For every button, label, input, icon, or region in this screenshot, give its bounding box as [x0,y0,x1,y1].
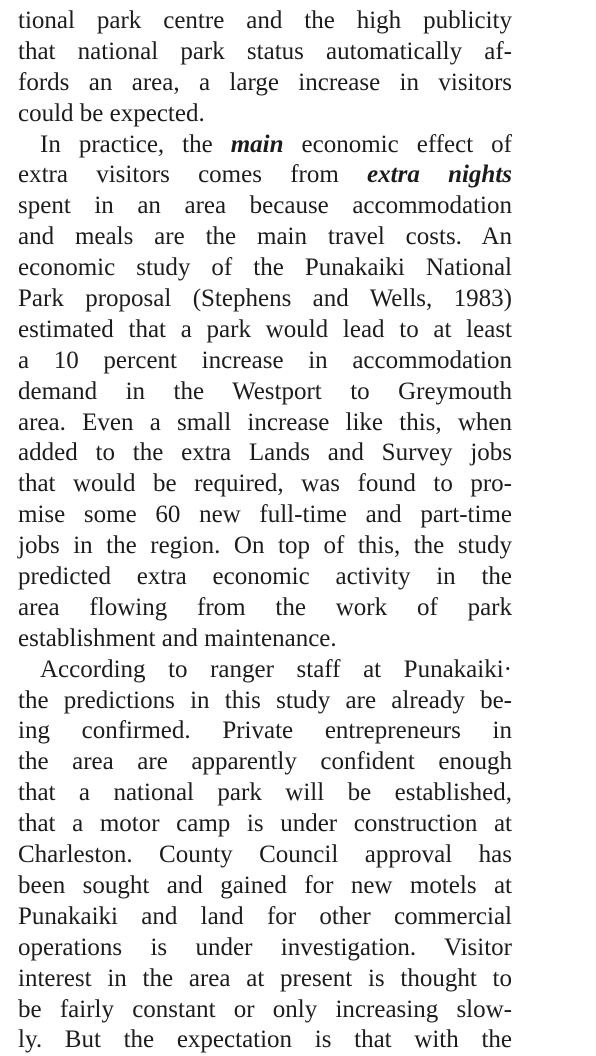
text-line: tional park centre and the high publicity [18,7,512,34]
text-line: ing confirmed. Private entrepreneurs in [18,717,512,745]
text-line: that national park status automatically af- [18,37,512,65]
text-line: added to the extra Lands and Survey jobs [18,439,512,467]
text-line: be fairly constant or only increasing slow- [18,995,512,1023]
text-line: interest in the area at present is thought to [18,964,512,992]
text-run: In practice, the [40,130,231,158]
text-line: ly. But the expectation is that with the [18,1026,512,1054]
text-line: and meals are the main travel costs. An [18,223,512,251]
text-line: been sought and gained for new motels at [18,871,512,899]
text-line: area flowing from the work of park [18,593,512,621]
text-line: Charleston. County Council approval has [18,841,512,869]
text-line: economic study of the Punakaiki National [18,254,512,282]
text-run: extra visitors comes from [18,161,368,189]
text-line: that would be required, was found to pro- [18,470,512,498]
text-line: According to ranger staff at Punakaiki· [40,655,512,683]
text-line: predicted extra economic activity in the [18,563,512,591]
text-line: operations is under investigation. Visitor [18,933,512,961]
paragraph-continuation [18,6,512,130]
text-line: establishment and maintenance. [18,624,337,652]
text-line [18,160,512,191]
text-run: economic effect of [283,130,512,158]
paragraph-ranger-staff [18,655,512,1056]
text-line: could be expected. [18,99,205,127]
text-line [18,130,512,161]
text-line: the predictions in this study are already be- [18,686,512,714]
text-line: demand in the Westport to Greymouth [18,377,512,405]
text-line: Park proposal (Stephens and Wells, 1983) [18,285,512,313]
text-line: estimated that a park would lead to at least [18,315,512,343]
text-line: area. Even a small increase like this, when [18,408,512,436]
text-line: Punakaiki and land for other commercial [18,902,512,930]
paragraph-economic-effect [18,130,512,655]
text-line: that a national park will be established, [18,779,512,807]
text-line: mise some 60 new full-time and part-time [18,501,512,529]
text-line: fords an area, a large increase in visitors [18,68,512,96]
emphasis-text: extra nights [367,161,512,189]
text-line: jobs in the region. On top of this, the study [18,532,512,560]
text-line: spent in an area because accommodation [18,192,512,220]
text-line: that a motor camp is under construction at [18,810,512,838]
text-line: the area are apparently confident enough [18,748,512,776]
text-line: a 10 percent increase in accommodation [18,346,512,374]
emphasis-text: main [230,130,284,158]
document-page [18,6,512,1056]
